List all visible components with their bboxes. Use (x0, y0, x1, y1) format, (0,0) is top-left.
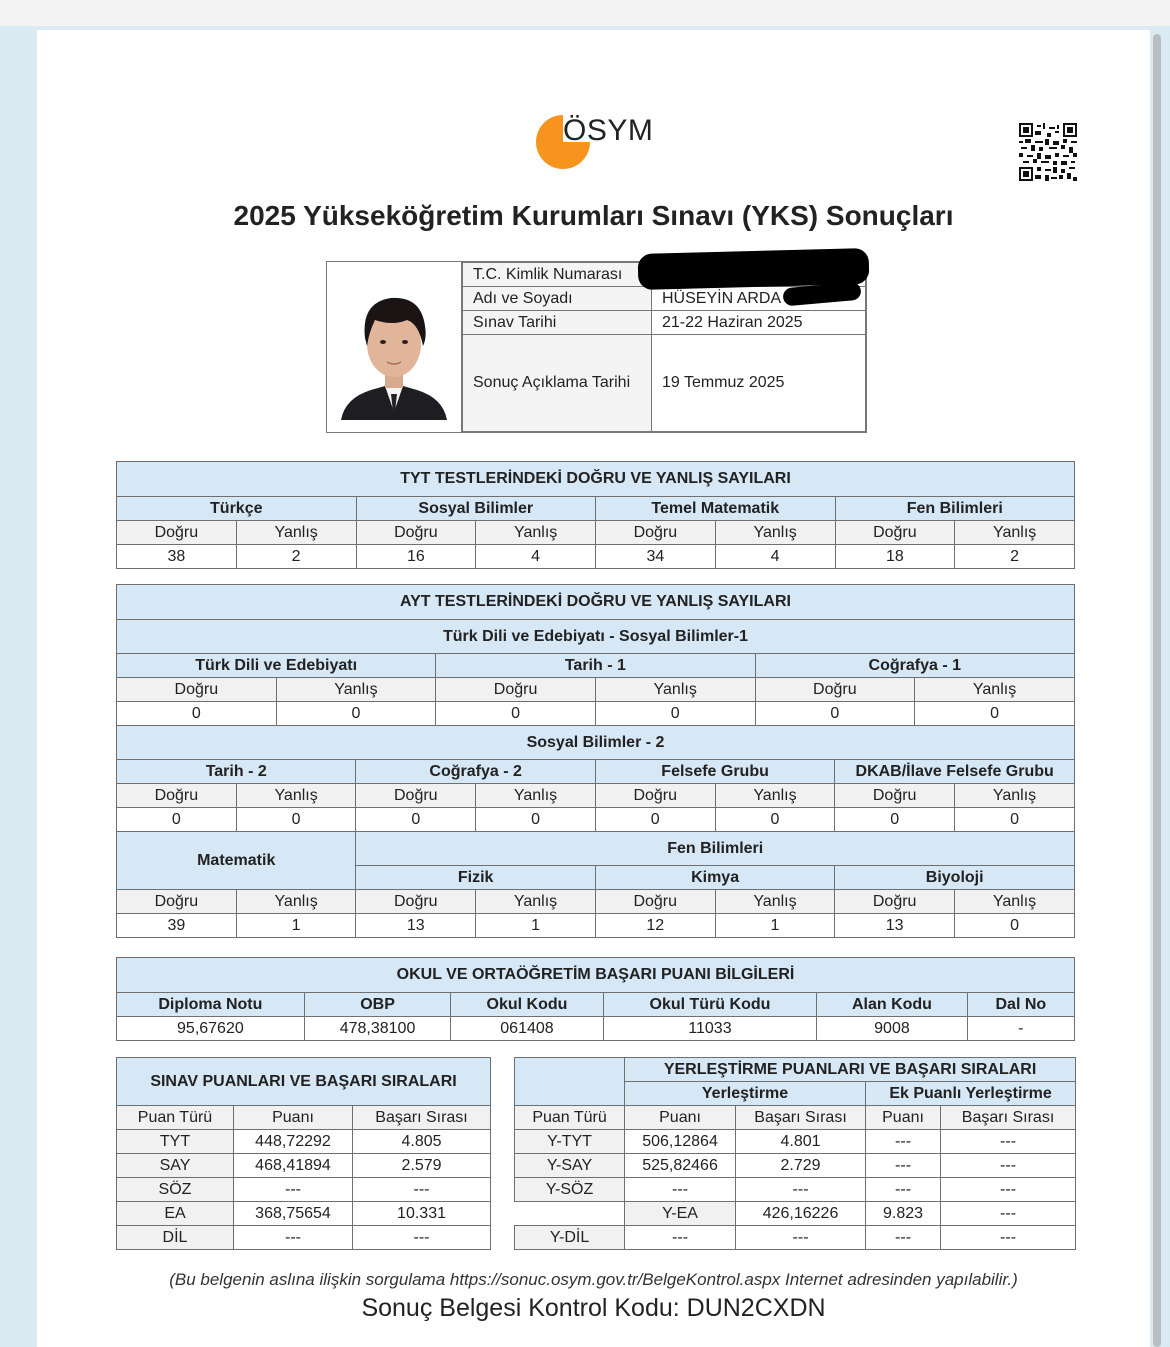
dogru-value: 0 (835, 808, 955, 832)
tyt-table (116, 461, 1075, 569)
dogru-value: 0 (595, 808, 715, 832)
yanlis-value: 1 (236, 914, 356, 938)
yanlis-label: Yanlış (236, 784, 356, 808)
identity-value: 19 Temmuz 2025 (652, 335, 866, 432)
tyt-title: TYT TESTLERİNDEKİ DOĞRU VE YANLIŞ SAYILARI (117, 462, 1075, 497)
test-name: Temel Matematik (596, 497, 836, 521)
identity-row (463, 311, 866, 335)
sinav-puanlari-title: SINAV PUANLARI VE BAŞARI SIRALARI (117, 1058, 491, 1106)
dogru-label: Doğru (356, 784, 476, 808)
okul-header: Dal No (967, 993, 1074, 1017)
score-value: --- (866, 1226, 941, 1250)
score-header: Başarı Sırası (353, 1106, 491, 1130)
scores-table (116, 1057, 1076, 1250)
result-document (37, 30, 1150, 1347)
dogru-value: 13 (356, 914, 476, 938)
okul-header: Diploma Notu (117, 993, 305, 1017)
table-row (117, 1154, 1076, 1178)
okul-header: Alan Kodu (817, 993, 967, 1017)
yanlis-label: Yanlış (955, 890, 1075, 914)
dogru-value: 13 (835, 914, 955, 938)
score-header: Puan Türü (117, 1106, 234, 1130)
yanlis-value: 0 (276, 702, 436, 726)
test-name: Tarih - 1 (436, 654, 755, 678)
rank-value: --- (353, 1226, 491, 1250)
identity-box (326, 261, 867, 433)
dogru-label: Doğru (117, 784, 237, 808)
score-header: Başarı Sırası (941, 1106, 1076, 1130)
yanlis-value: 0 (915, 702, 1075, 726)
identity-label: Sınav Tarihi (463, 311, 652, 335)
yanlis-label: Yanlış (476, 521, 596, 545)
dogru-value: 39 (117, 914, 237, 938)
yanlis-value: 1 (476, 914, 596, 938)
dogru-label: Doğru (117, 890, 237, 914)
score-value: --- (625, 1178, 736, 1202)
verification-code: Sonuç Belgesi Kontrol Kodu: DUN2CXDN (361, 1294, 826, 1322)
ek-puanli-group: Ek Puanlı Yerleştirme (866, 1082, 1076, 1106)
browser-top-strip (0, 0, 1170, 26)
okul-header: OBP (304, 993, 451, 1017)
rank-value: --- (736, 1178, 866, 1202)
osym-logo (531, 106, 671, 176)
dogru-label: Doğru (835, 521, 955, 545)
yanlis-value: 4 (476, 545, 596, 569)
rank-value: 4.805 (353, 1130, 491, 1154)
yanlis-value: 0 (236, 808, 356, 832)
yanlis-value: 0 (595, 702, 755, 726)
score-type: EA (117, 1202, 234, 1226)
verification-note: (Bu belgenin aslına ilişkin sorgulama https://sonuc.osym.gov.tr/BelgeKontrol.aspx Internet adresinden yapılabilir.) (169, 1270, 1018, 1289)
table-row (117, 1130, 1076, 1154)
score-value: 525,82466 (625, 1154, 736, 1178)
yanlis-value: 0 (955, 808, 1075, 832)
okul-header: Okul Türü Kodu (603, 993, 817, 1017)
table-row (117, 1202, 1076, 1226)
dogru-value: 16 (356, 545, 476, 569)
dogru-label: Doğru (356, 890, 476, 914)
identity-label: Adı ve Soyadı (463, 287, 652, 311)
score-type: SAY (117, 1154, 234, 1178)
test-name: Sosyal Bilimler (356, 497, 596, 521)
score-value: 426,16226 (736, 1202, 866, 1226)
okul-title: OKUL VE ORTAÖĞRETİM BAŞARI PUANI BİLGİLERİ (117, 958, 1075, 993)
yanlis-value: 2 (955, 545, 1075, 569)
table-gap (491, 1226, 515, 1250)
identity-row (463, 335, 866, 432)
dogru-label: Doğru (117, 678, 277, 702)
dogru-value: 12 (595, 914, 715, 938)
table-row (117, 1178, 1076, 1202)
yerlestirme-group: Yerleştirme (625, 1082, 866, 1106)
page-title: 2025 Yükseköğretim Kurumları Sınavı (YKS) Sonuçları (233, 200, 954, 231)
logo-text: ÖSYM (563, 114, 654, 147)
score-value: 448,72292 (234, 1130, 353, 1154)
score-header: Puan Türü (515, 1106, 625, 1130)
dogru-label: Doğru (117, 521, 237, 545)
yanlis-label: Yanlış (715, 890, 835, 914)
score-type: DİL (117, 1226, 234, 1250)
qr-code-icon[interactable] (1019, 123, 1077, 181)
rank-value: --- (736, 1226, 866, 1250)
okul-table (116, 957, 1075, 1041)
score-value: 506,12864 (625, 1130, 736, 1154)
identity-label: T.C. Kimlik Numarası (463, 263, 652, 287)
test-name: Matematik (117, 832, 356, 890)
dogru-label: Doğru (755, 678, 915, 702)
fen-title: Fen Bilimleri (356, 832, 1075, 866)
score-type: SÖZ (117, 1178, 234, 1202)
score-value: --- (866, 1154, 941, 1178)
yerlestirme-title: YERLEŞTİRME PUANLARI VE BAŞARI SIRALARI (625, 1058, 1076, 1082)
dogru-label: Doğru (595, 890, 715, 914)
identity-value: HÜSEYİN ARDA (652, 287, 866, 311)
dogru-value: 0 (755, 702, 915, 726)
score-value: --- (866, 1130, 941, 1154)
rank-value: --- (941, 1130, 1076, 1154)
okul-value: 9008 (817, 1017, 967, 1041)
test-name: DKAB/İlave Felsefe Grubu (835, 760, 1075, 784)
candidate-photo (327, 262, 462, 432)
yanlis-label: Yanlış (476, 784, 596, 808)
score-type: Y-DİL (515, 1226, 625, 1250)
table-row (117, 1226, 1076, 1250)
score-value: --- (866, 1178, 941, 1202)
test-name: Coğrafya - 1 (755, 654, 1075, 678)
rank-value: --- (941, 1154, 1076, 1178)
identity-label: Sonuç Açıklama Tarihi (463, 335, 652, 432)
yerlestirme-empty-header (515, 1058, 625, 1106)
test-name: Türkçe (117, 497, 357, 521)
identity-value: 21-22 Haziran 2025 (652, 311, 866, 335)
okul-value: 11033 (603, 1017, 817, 1041)
ayt-section1-title: Türk Dili ve Edebiyatı - Sosyal Bilimler-1 (117, 620, 1075, 654)
yanlis-label: Yanlış (476, 890, 596, 914)
dogru-value: 0 (117, 702, 277, 726)
score-header: Puanı (625, 1106, 736, 1130)
rank-value: 10.331 (353, 1202, 491, 1226)
yanlis-value: 0 (476, 808, 596, 832)
score-type: Y-TYT (515, 1130, 625, 1154)
dogru-value: 34 (596, 545, 716, 569)
score-header: Başarı Sırası (736, 1106, 866, 1130)
ayt-title: AYT TESTLERİNDEKİ DOĞRU VE YANLIŞ SAYILARI (117, 585, 1075, 620)
yanlis-label: Yanlış (595, 678, 755, 702)
yanlis-value: 0 (715, 808, 835, 832)
test-name: Coğrafya - 2 (356, 760, 595, 784)
okul-header: Okul Kodu (451, 993, 603, 1017)
yanlis-value: 1 (715, 914, 835, 938)
yanlis-label: Yanlış (236, 521, 356, 545)
rank-value: --- (353, 1178, 491, 1202)
dogru-label: Doğru (595, 784, 715, 808)
score-type: Y-EA (625, 1202, 736, 1226)
test-name: Felsefe Grubu (595, 760, 834, 784)
dogru-value: 18 (835, 545, 955, 569)
dogru-value: 0 (117, 808, 237, 832)
dogru-value: 0 (436, 702, 596, 726)
yanlis-label: Yanlış (915, 678, 1075, 702)
test-name: Türk Dili ve Edebiyatı (117, 654, 436, 678)
rank-value: 4.801 (736, 1130, 866, 1154)
score-value: --- (234, 1178, 353, 1202)
okul-value: - (967, 1017, 1074, 1041)
rank-value: --- (941, 1178, 1076, 1202)
test-name: Kimya (595, 866, 834, 890)
yanlis-label: Yanlış (955, 521, 1075, 545)
score-value: --- (625, 1226, 736, 1250)
yanlis-value: 2 (236, 545, 356, 569)
dogru-label: Doğru (835, 784, 955, 808)
yanlis-label: Yanlış (715, 521, 835, 545)
yanlis-label: Yanlış (236, 890, 356, 914)
test-name: Biyoloji (835, 866, 1075, 890)
yanlis-value: 0 (955, 914, 1075, 938)
score-type: Y-SÖZ (515, 1178, 625, 1202)
yanlis-value: 4 (715, 545, 835, 569)
rank-value: 2.729 (736, 1154, 866, 1178)
score-header: Puanı (234, 1106, 353, 1130)
score-type: TYT (117, 1130, 234, 1154)
score-type: Y-SAY (515, 1154, 625, 1178)
test-name: Fizik (356, 866, 595, 890)
score-value: 368,75654 (234, 1202, 353, 1226)
dogru-label: Doğru (356, 521, 476, 545)
table-gap (491, 1058, 515, 1226)
dogru-label: Doğru (835, 890, 955, 914)
yanlis-label: Yanlış (715, 784, 835, 808)
okul-value: 478,38100 (304, 1017, 451, 1041)
rank-value: 2.579 (353, 1154, 491, 1178)
table-gap (515, 1202, 625, 1226)
ayt-table (116, 584, 1075, 938)
test-name: Fen Bilimleri (835, 497, 1075, 521)
score-value: --- (234, 1226, 353, 1250)
scrollbar[interactable] (1153, 34, 1161, 1347)
score-value: 468,41894 (234, 1154, 353, 1178)
rank-value: 9.823 (866, 1202, 941, 1226)
okul-value: 061408 (451, 1017, 603, 1041)
test-name: Tarih - 2 (117, 760, 356, 784)
yanlis-label: Yanlış (955, 784, 1075, 808)
okul-value: 95,67620 (117, 1017, 305, 1041)
dogru-label: Doğru (596, 521, 716, 545)
yanlis-label: Yanlış (276, 678, 436, 702)
rank-value: --- (941, 1226, 1076, 1250)
dogru-value: 0 (356, 808, 476, 832)
score-value: --- (941, 1202, 1076, 1226)
score-header: Puanı (866, 1106, 941, 1130)
dogru-label: Doğru (436, 678, 596, 702)
ayt-section2-title: Sosyal Bilimler - 2 (117, 726, 1075, 760)
dogru-value: 38 (117, 545, 237, 569)
